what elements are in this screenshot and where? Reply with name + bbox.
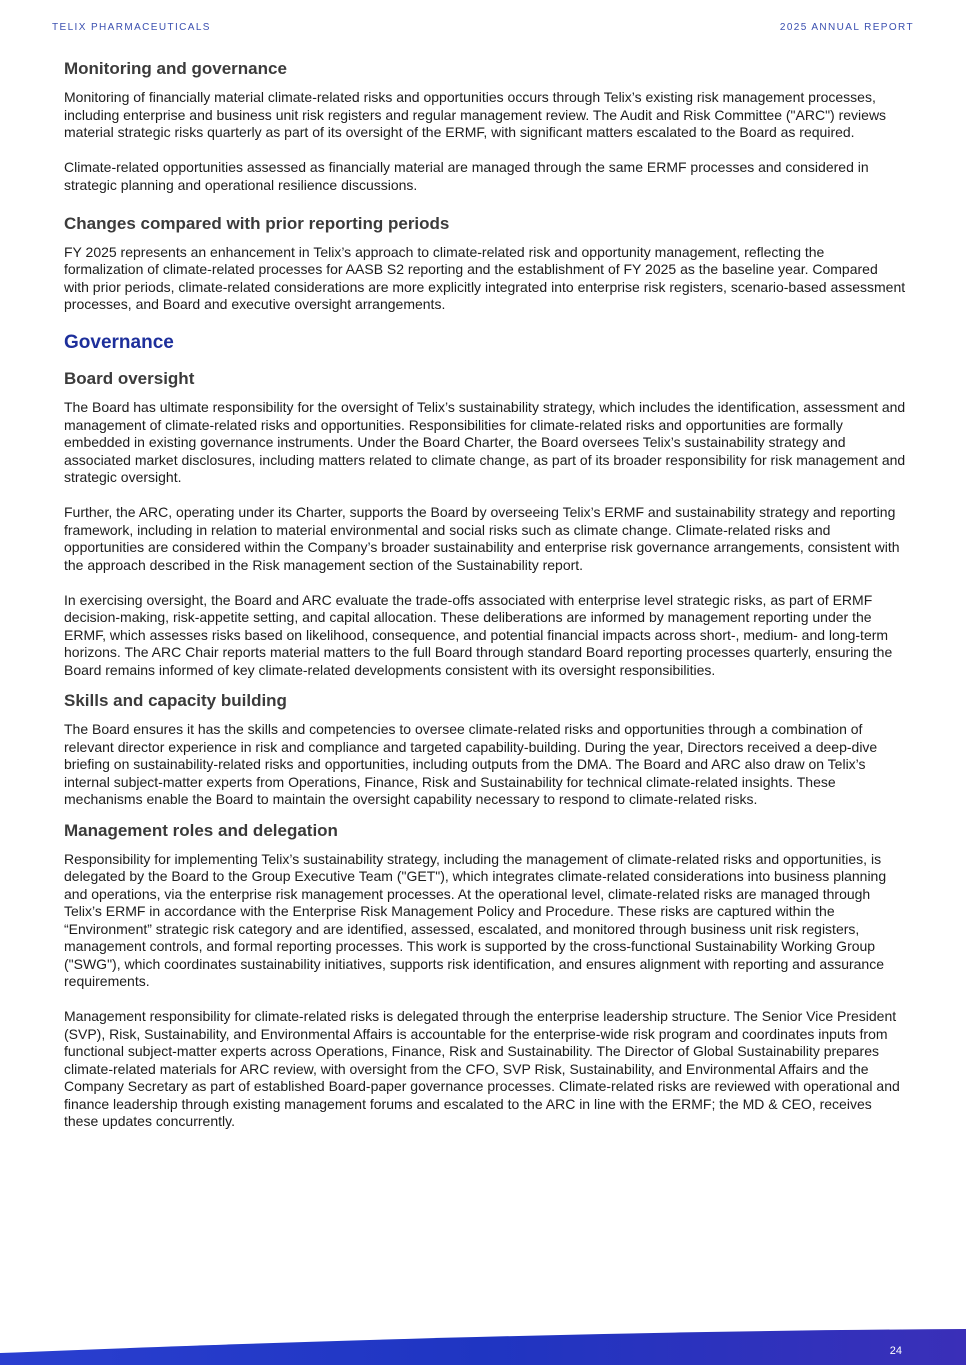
paragraph: FY 2025 represents an enhancement in Telix’s approach to climate-related risk and opportunity management, reflecting the formalization of climate-related processes for AASB S2 reporting and the establishment of FY 2025 as the baseline year. Compared with prior periods, climate-related considerations are more explicitly integrated into enterprise risk registers, scenario-based assessment processes, and Board and executive oversight arrangements. — [64, 243, 906, 312]
heading-skills-capacity: Skills and capacity building — [64, 691, 287, 710]
paragraph: Further, the ARC, operating under its Charter, supports the Board by overseeing Telix’s ERMF and sustainability strategy and reporting framework, including in relation to material environmental and social risks such as climate change. Climate-related risks and opportunities are considered within the Company’s broader sustainability and enterprise risk governance arrangements, consistent with the approach described in the Risk management section of the Sustainability report. — [64, 504, 900, 573]
paragraph: Responsibility for implementing Telix’s sustainability strategy, including the management of climate-related risks and opportunities, is delegated by the Board to the Group Executive Team ("GET"), which integrates climate-related considerations into business planning and operations, via the enterprise risk management processes. At the operational level, climate-related risks are managed through Telix’s ERMF in accordance with the Enterprise Risk Management Policy and Procedure. These risks are captured within the “Environment” strategic risk category and are identified, assessed, escalated, and monitored through business unit risk registers, management controls, and formal reporting processes. This work is supported by the cross-functional Sustainability Working Group ("SWG"), which coordinates sustainability initiatives, supports risk identification, and ensures alignment with reporting and assurance requirements. — [64, 850, 887, 989]
heading-governance: Governance — [64, 332, 174, 353]
heading-management-roles: Management roles and delegation — [64, 820, 338, 840]
heading-monitoring-governance: Monitoring and governance — [64, 59, 287, 78]
page-header — [52, 22, 914, 33]
paragraph: The Board ensures it has the skills and competencies to oversee climate-related risks and opportunities through a combination of relevant director experience in risk and compliance and targeted capability-building. During the year, Directors received a deep-dive briefing on sustainability-related risks and opportunities, including outputs from the DMA. The Board and ARC also draw on Telix’s internal subject-matter experts from Operations, Finance, Risk and Sustainability for technical climate-related insights. These mechanisms enable the Board to maintain the oversight capability necessary to respond to climate-related risks. — [64, 721, 878, 807]
paragraph: The Board has ultimate responsibility for the oversight of Telix’s sustainability strategy, which includes the identification, assessment and management of climate-related risks and opportunities. Responsibilities for climate-related risks and opportunities are formally embedded in existing governance instruments. Under the Board Charter, the Board oversees Telix’s sustainability strategy and associated market disclosures, including matters related to climate change, as part of its broader responsibility for risk management and strategic oversight. — [64, 399, 906, 485]
paragraph: Management responsibility for climate-related risks is delegated through the enterprise leadership structure. The Senior Vice President (SVP), Risk, Sustainability, and Environmental Affairs is accountable for the enterprise-wide risk program and coordinates inputs from functional subject-matter experts across Operations, Finance, Risk and Sustainability. The Director of Global Sustainability prepares climate-related materials for ARC review, with oversight from the CFO, SVP Risk, Sustainability, and Environmental Affairs and the Company Secretary as part of established Board-paper governance processes. Climate-related risks are reviewed with operational and finance leadership through existing management forums and escalated to the ARC in line with the ERMF; the MD & CEO, receives these updates concurrently. — [64, 1008, 900, 1129]
heading-board-oversight: Board oversight — [64, 369, 195, 388]
paragraph: Climate-related opportunities assessed as financially material are managed through the same ERMF processes and considered in strategic planning and operational resilience discussions. — [64, 159, 869, 193]
heading-changes-prior-periods: Changes compared with prior reporting periods — [64, 213, 450, 233]
page-number: 24 — [889, 1345, 902, 1357]
main-content — [64, 57, 906, 1148]
footer-wave-decoration — [0, 1325, 966, 1365]
paragraph: In exercising oversight, the Board and ARC evaluate the trade-offs associated with enterprise level strategic risks, as part of ERMF decision-making, risk-appetite setting, and capital allocation. These deliberations are informed by management reporting under the ERMF, which assesses risks based on likelihood, consequence, and potential financial impacts across short-, medium- and long-term horizons. The ARC Chair reports material matters to the full Board through standard Board reporting processes quarterly, ensuring the Board remains informed of key climate-related developments consistent with its oversight responsibilities. — [64, 591, 893, 678]
report-title: 2025 ANNUAL REPORT — [779, 22, 914, 33]
company-name: TELIX PHARMACEUTICALS — [52, 22, 211, 33]
paragraph: Monitoring of financially material climate-related risks and opportunities occurs through Telix’s existing risk management processes, including enterprise and business unit risk registers and regular management review. The Audit and Risk Committee ("ARC") reviews material strategic risks quarterly as part of its oversight of the ERMF, with significant matters escalated to the Board as required. — [64, 89, 887, 140]
